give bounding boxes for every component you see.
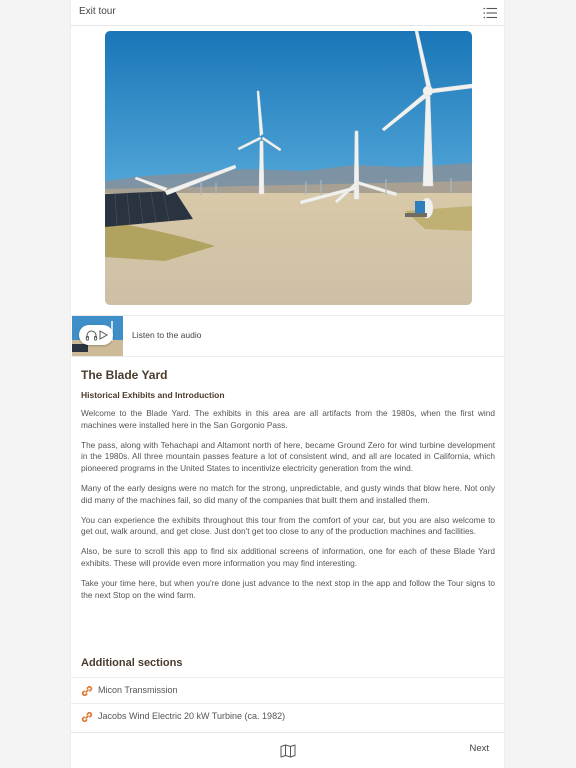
section-content bbox=[81, 368, 495, 609]
paragraph: Take your time here, but when you're done just advance to the next stop in the app and follow the Tour signs to the next Stop on the wind farm. bbox=[81, 577, 495, 600]
link-icon bbox=[81, 685, 93, 697]
additional-sections-heading: Additional sections bbox=[81, 657, 183, 669]
map-icon[interactable] bbox=[280, 744, 296, 758]
next-button[interactable]: Next bbox=[469, 743, 489, 754]
paragraph: The pass, along with Tehachapi and Altamont north of here, became Ground Zero for wind turbine development in the 1980s. All three mountain passes feature a lot of consistent wind, and all are located in California, which pioneered programs in the United States to incentivize electricity generation from the wind. bbox=[81, 439, 495, 474]
exit-tour-button[interactable]: Exit tour bbox=[79, 6, 116, 17]
listen-audio-label[interactable]: Listen to the audio bbox=[132, 330, 202, 340]
headphones-play-icon bbox=[79, 325, 113, 345]
paragraph: Welcome to the Blade Yard. The exhibits in this area are all artifacts from the 1980s, when the first wind machines were installed here in the San Gorgonio Pass. bbox=[81, 408, 495, 430]
top-bar bbox=[71, 0, 504, 26]
hero-photo-wind-turbines bbox=[105, 31, 472, 305]
paragraph: Many of the early designs were no match for the strong, unpredictable, and gusty winds that blow here. Not only did many of the machines fail, so did many of the companies that built them and installed them. bbox=[81, 482, 495, 505]
list-menu-icon[interactable] bbox=[483, 7, 497, 19]
paragraph: Also, be sure to scroll this app to find six additional screens of information, one for each of these Blade Yard exhibits. These will provide even more information you may find interesting. bbox=[81, 546, 495, 568]
tour-page bbox=[71, 0, 504, 768]
link-label[interactable]: Jacobs Wind Electric 20 kW Turbine (ca. 1982) bbox=[98, 711, 286, 721]
page-title: The Blade Yard bbox=[81, 368, 168, 382]
bottom-bar bbox=[71, 732, 504, 768]
link-label[interactable]: Micon Transmission bbox=[98, 685, 178, 695]
audio-player-row[interactable] bbox=[71, 315, 504, 357]
link-icon bbox=[81, 711, 93, 723]
additional-section-link[interactable] bbox=[71, 677, 504, 703]
play-audio-button[interactable] bbox=[79, 325, 113, 345]
additional-section-link[interactable] bbox=[71, 703, 504, 729]
section-subtitle: Historical Exhibits and Introduction bbox=[81, 390, 225, 400]
paragraph: You can experience the exhibits throughout this tour from the comfort of your car, but you are also welcome to get out, walk around, and get close. Just don't get too close to any of the production machines and facilities. bbox=[81, 514, 495, 537]
